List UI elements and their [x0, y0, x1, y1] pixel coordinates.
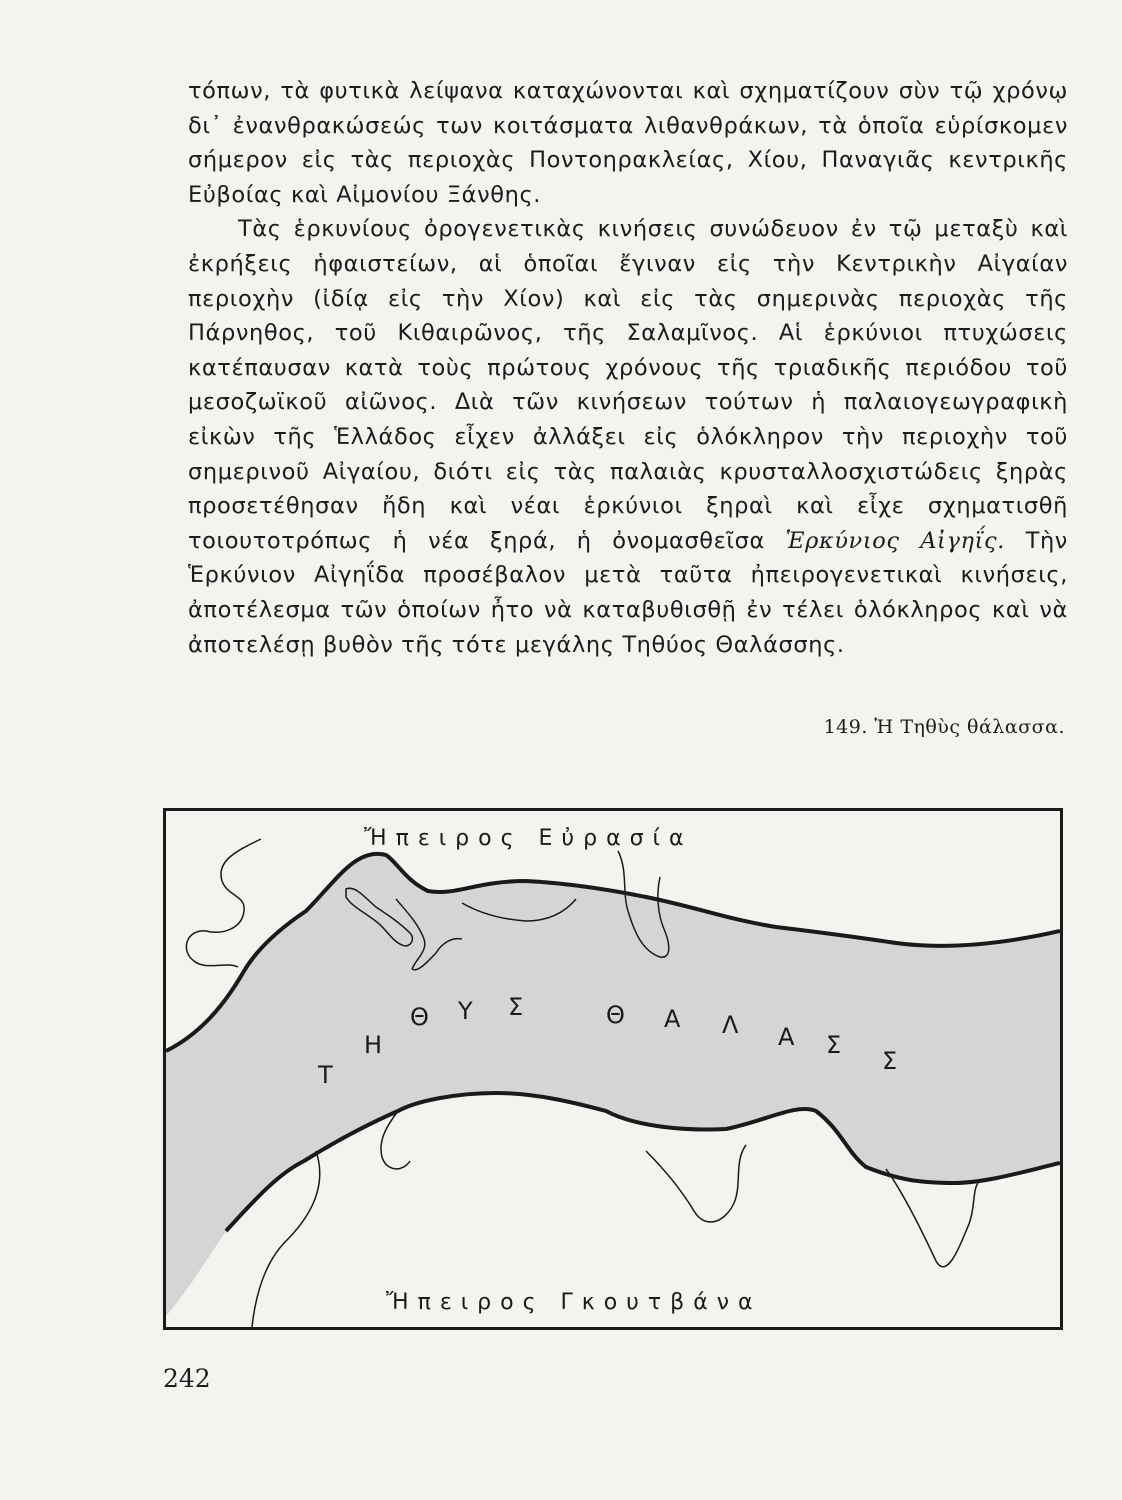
- sea-letter-2: Η: [364, 1031, 383, 1059]
- sea-letter-5: Σ: [508, 993, 524, 1021]
- sea-letter-3: Θ: [410, 1003, 429, 1031]
- tethys-map: [163, 808, 1063, 1330]
- paragraph-2: [188, 212, 1068, 662]
- sea-letter-7: Α: [664, 1005, 681, 1033]
- modern-coastline-italy: [346, 888, 412, 946]
- figure-caption: 149. Ἡ Τηθὺς θάλασσα.: [823, 716, 1065, 738]
- sea-letter-4: Υ: [458, 997, 473, 1025]
- sea-letter-6: Θ: [606, 1001, 625, 1029]
- sea-letter-10: Σ: [826, 1031, 842, 1059]
- paragraph-1: τόπων, τὰ φυτικὰ λείψανα καταχώνονται καὶ σχηματίζουν σὺν τῷ χρόνῳ δι᾽ ἐνανθρακώσεώς των κοιτάσματα λιθανθράκων, τὰ ὁποῖα εὑρίσκομεν σήμερον εἰς τὰς περιοχὰς Ποντοηρακλείας, Χίου, Παναγιᾶς κεντρικῆς Εὐβοίας καὶ Αἰμονίου Ξάνθης.: [188, 78, 1068, 208]
- page-number: 242: [163, 1364, 211, 1393]
- paragraph-2-end: Τὴν Ἑρκύνιον Αἰγηΐδα προσέβαλον μετὰ ταῦτα ἠπειρογενετικαὶ κινήσεις, ἀποτέλεσμα τῶν ὁποίων ἦτο νὰ καταβυθισθῇ ἐν τέλει ὁλόκληρος καὶ νὰ ἀποτελέσῃ βυθὸν τῆς τότε μεγάλης Τηθύος Θαλάσσης.: [188, 527, 1068, 658]
- sea-letter-9: Α: [778, 1023, 795, 1051]
- modern-coastline-blacksea: [462, 899, 576, 921]
- sea-letter-1: Τ: [318, 1061, 333, 1089]
- sea-letter-11: Σ: [882, 1047, 898, 1075]
- tethys-map-svg: [166, 811, 1060, 1327]
- modern-coastline-balkan: [396, 899, 462, 970]
- body-text: [188, 74, 1068, 662]
- paragraph-2-main: Τὰς ἑρκυνίους ὀρογενετικὰς κινήσεις συνώδευον ἐν τῷ μεταξὺ καὶ ἐκρήξεις ἡφαιστείων, αἱ ὁποῖαι ἔγιναν εἰς τὴν Κεντρικὴν Αἰγαίαν περιοχὴν (ἰδίᾳ εἰς τὴν Χίον) καὶ εἰς τὰς σημερινὰς περιοχὰς τῆς Πάρνηθος, τοῦ Κιθαιρῶνος, τῆς Σαλαμῖνος. Αἱ ἑρκύνιοι πτυχώσεις κατέπαυσαν κατὰ τοὺς πρώτους χρόνους τῆς τριαδικῆς περιόδου τοῦ μεσοζωϊκοῦ αἰῶνος. Διὰ τῶν κινήσεων τούτων ἡ παλαιογεωγραφικὴ εἰκὼν τῆς Ἑλλάδος εἶχεν ἀλλάξει εἰς ὁλόκληρον τὴν περιοχὴν τοῦ σημερινοῦ Αἰγαίου, διότι εἰς τὰς παλαιὰς κρυσταλλοσχιστώδεις ξηρὰς προσετέθησαν ἤδη καὶ νέαι ἑρκύνιοι ξηραὶ καὶ εἶχε σχηματισθῆ τοιουτοτρόπως ἡ νέα ξηρά, ἡ ὀνομασθεῖσα: [188, 216, 1068, 554]
- paragraph-2-italic-term: Ἑρκύνιος Αἰγηΐς.: [785, 527, 1005, 554]
- sea-letter-8: Λ: [722, 1011, 739, 1039]
- label-gondwana: Ἤπειρος Γκουτβάνα: [386, 1290, 762, 1315]
- label-eurasia: Ἤπειρος Εὐρασία: [364, 826, 693, 851]
